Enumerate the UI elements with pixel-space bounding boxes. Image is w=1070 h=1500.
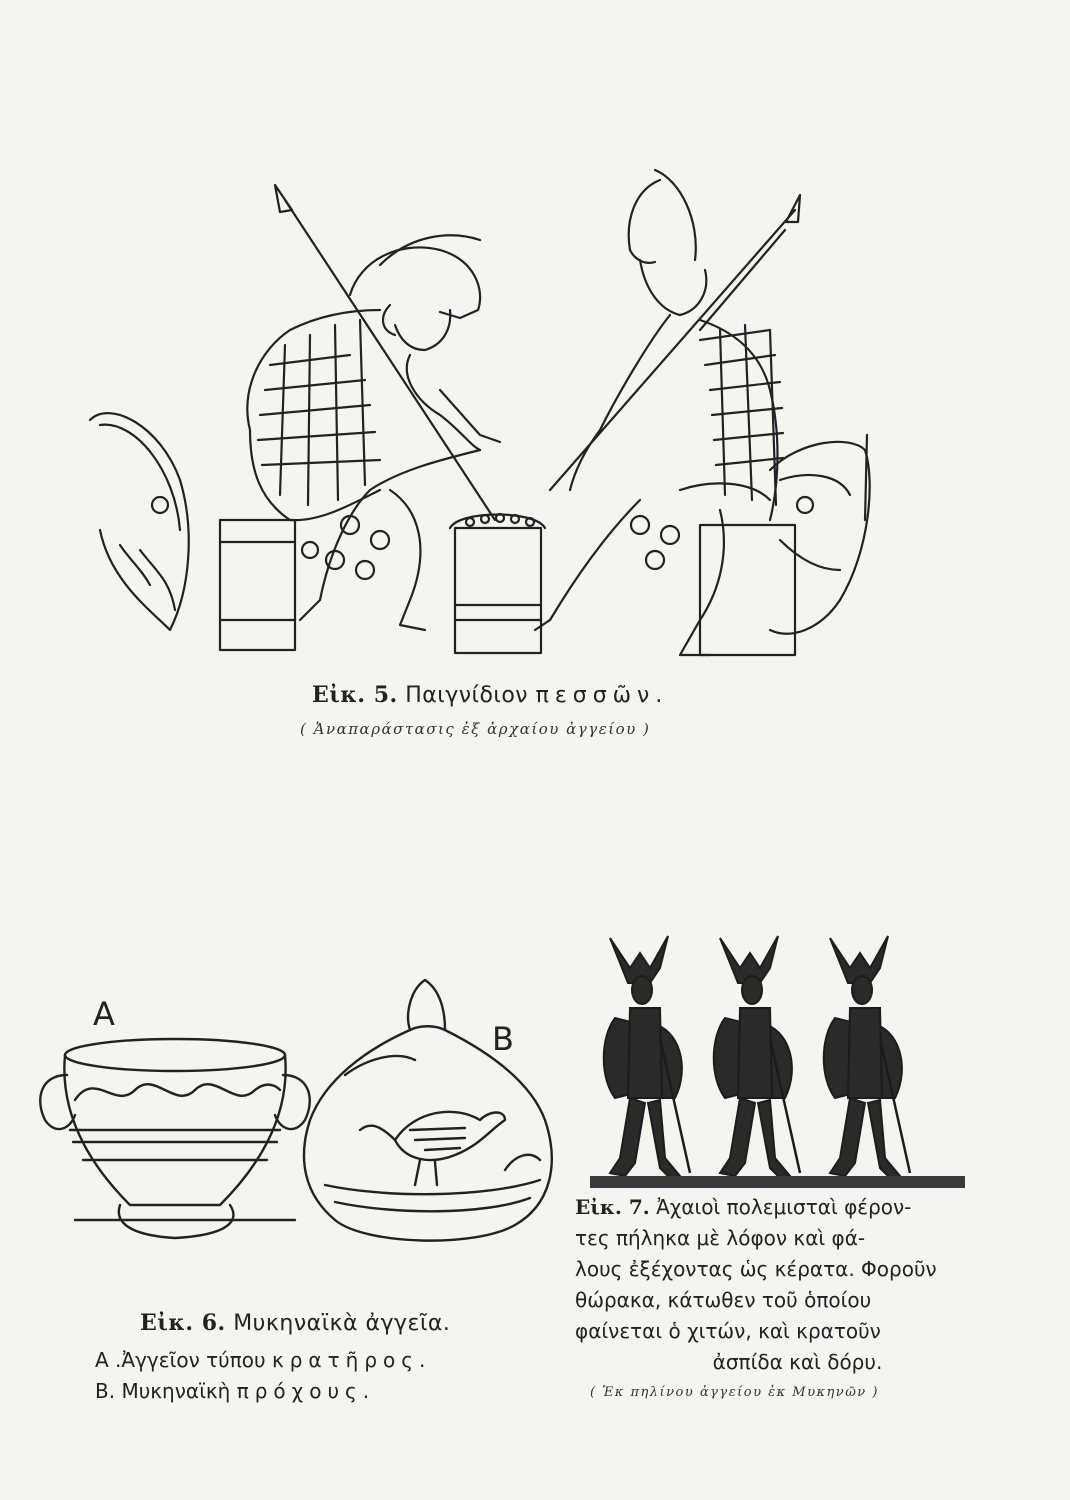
figure-7-source: ( Ἐκ πηλίνου ἀγγείου ἐκ Μυκηνῶν ) [590, 1385, 879, 1400]
figure-6-caption [140, 1310, 450, 1336]
figure-7-line-1: Εἰκ. 7. Ἀχαιοὶ πολεμισταὶ φέρον- [575, 1195, 912, 1219]
figure-7-caption [575, 1192, 965, 1378]
figure-7-label: Εἰκ. 7. [575, 1195, 650, 1219]
figure-5-caption [312, 682, 668, 708]
legend-item-b: B. Μυκηναϊκὴ πρόχους. [95, 1379, 376, 1403]
figure-6-title: Μυκηναϊκὰ ἀγγεῖα. [233, 1311, 451, 1336]
right-warrior-figure [535, 170, 800, 655]
ground-band [590, 1176, 965, 1188]
warrior-3-icon [824, 936, 910, 1178]
figure-5-title: Παιγνίδιον [405, 683, 529, 708]
figure-5-title-spaced: πεσσῶν. [535, 683, 669, 708]
figure-7-line-6: ἀσπίδα καὶ δόρυ. [712, 1350, 883, 1374]
krater-vessel-icon [40, 1039, 310, 1238]
figure-5-subtitle: ( Ἀναπαράστασις ἐξ ἀρχαίου ἀγγείου ) [300, 720, 651, 738]
left-seat-block [220, 520, 295, 650]
figure-7-line-3: λους ἐξέχοντας ὡς κέρατα. Φοροῦν [575, 1257, 937, 1281]
board-game-vase-drawing [80, 150, 880, 670]
figure-7-illustration [590, 928, 965, 1188]
mycenaean-vessels-drawing [35, 970, 560, 1255]
figure-7-line-5: φαίνεται ὁ χιτών, καὶ κρατοῦν [575, 1319, 881, 1343]
vessel-b-label: B [492, 1020, 514, 1058]
figure-7-line-4: θώρακα, κάτωθεν τοῦ ὁποίου [575, 1288, 872, 1312]
figure-6-label: Εἰκ. 6. [140, 1310, 226, 1336]
figure-5-illustration [80, 150, 880, 670]
figure-7-line-2: τες πήληκα μὲ λόφον καὶ φά- [575, 1226, 866, 1250]
game-board-box [455, 528, 541, 653]
right-shield-icon [770, 435, 870, 634]
warrior-1-icon [604, 936, 690, 1178]
figure-6-legend [95, 1345, 431, 1407]
warrior-2-icon [714, 936, 800, 1178]
figure-6-illustration [35, 970, 560, 1255]
legend-item-a: A .Ἀγγεῖον τύπου κρατῆρος. [95, 1348, 432, 1372]
jug-vessel-icon [304, 980, 552, 1241]
figure-5-label: Εἰκ. 5. [312, 682, 398, 708]
left-shield-icon [90, 413, 189, 630]
achaean-warriors-drawing [590, 928, 965, 1188]
vessel-a-label: A [93, 995, 115, 1033]
left-warrior-figure [247, 185, 500, 630]
